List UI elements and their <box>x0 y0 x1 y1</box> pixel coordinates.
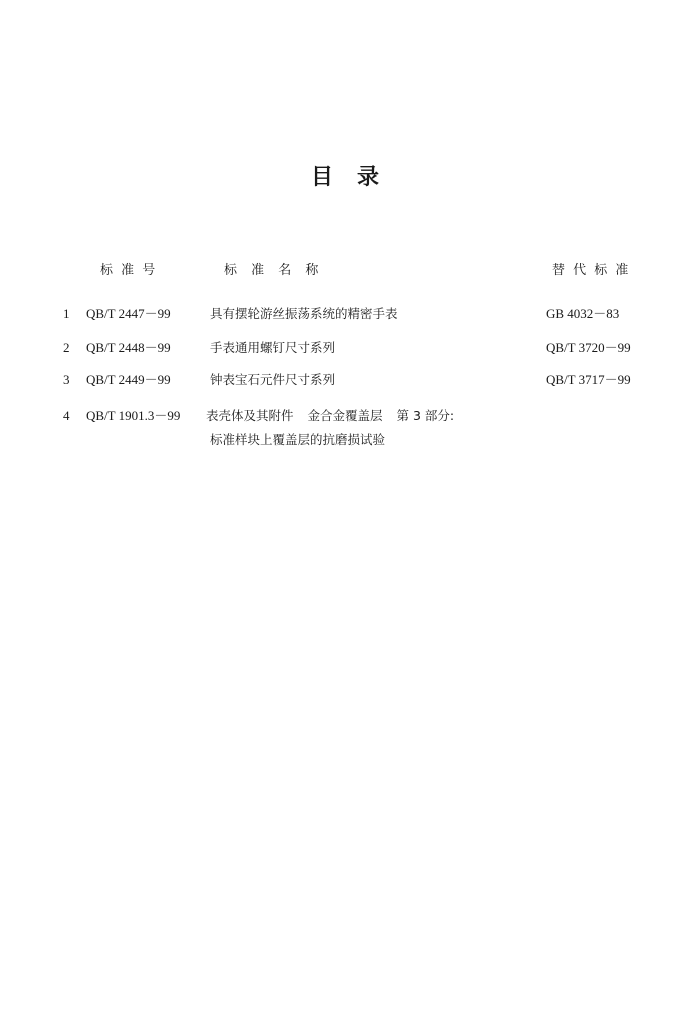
column-header-replaced-standard: 替 代 标 准 <box>552 263 631 278</box>
entry-title: 手表通用螺钉尺寸系列 <box>210 340 336 355</box>
entry-replaced-standard: QB/T 3717－99 <box>546 372 631 387</box>
toc-entry-1[interactable] <box>0 304 691 324</box>
column-header-standard-name: 标 准 名 称 <box>224 263 324 278</box>
entry-standard-code: QB/T 2449－99 <box>86 372 171 387</box>
entry-title <box>206 406 454 426</box>
entry-title-part: 表壳体及其附件 <box>206 408 294 423</box>
entry-title: 具有摆轮游丝振荡系统的精密手表 <box>210 306 398 321</box>
entry-number: 4 <box>63 408 70 423</box>
entry-title-part: 金合金覆盖层 <box>307 408 383 423</box>
toc-entry-3[interactable] <box>0 370 691 390</box>
toc-entry-2[interactable] <box>0 338 691 358</box>
entry-replaced-standard: QB/T 3720－99 <box>546 340 631 355</box>
column-header-standard-number: 标 准 号 <box>100 263 158 278</box>
entry-title: 钟表宝石元件尺寸系列 <box>210 372 336 387</box>
entry-standard-code: QB/T 1901.3－99 <box>86 408 181 423</box>
entry-title-part: 第 3 部分: <box>396 408 455 423</box>
entry-replaced-standard: GB 4032－83 <box>546 306 620 321</box>
entry-standard-code: QB/T 2447－99 <box>86 306 171 321</box>
entry-number: 1 <box>63 306 70 321</box>
toc-entry-4[interactable] <box>0 406 691 426</box>
entry-title-continuation: 标准样块上覆盖层的抗磨损试验 <box>210 432 386 447</box>
entry-number: 3 <box>63 372 70 387</box>
entry-standard-code: QB/T 2448－99 <box>86 340 171 355</box>
entry-number: 2 <box>63 340 70 355</box>
page-title: 目 录 <box>310 165 380 190</box>
